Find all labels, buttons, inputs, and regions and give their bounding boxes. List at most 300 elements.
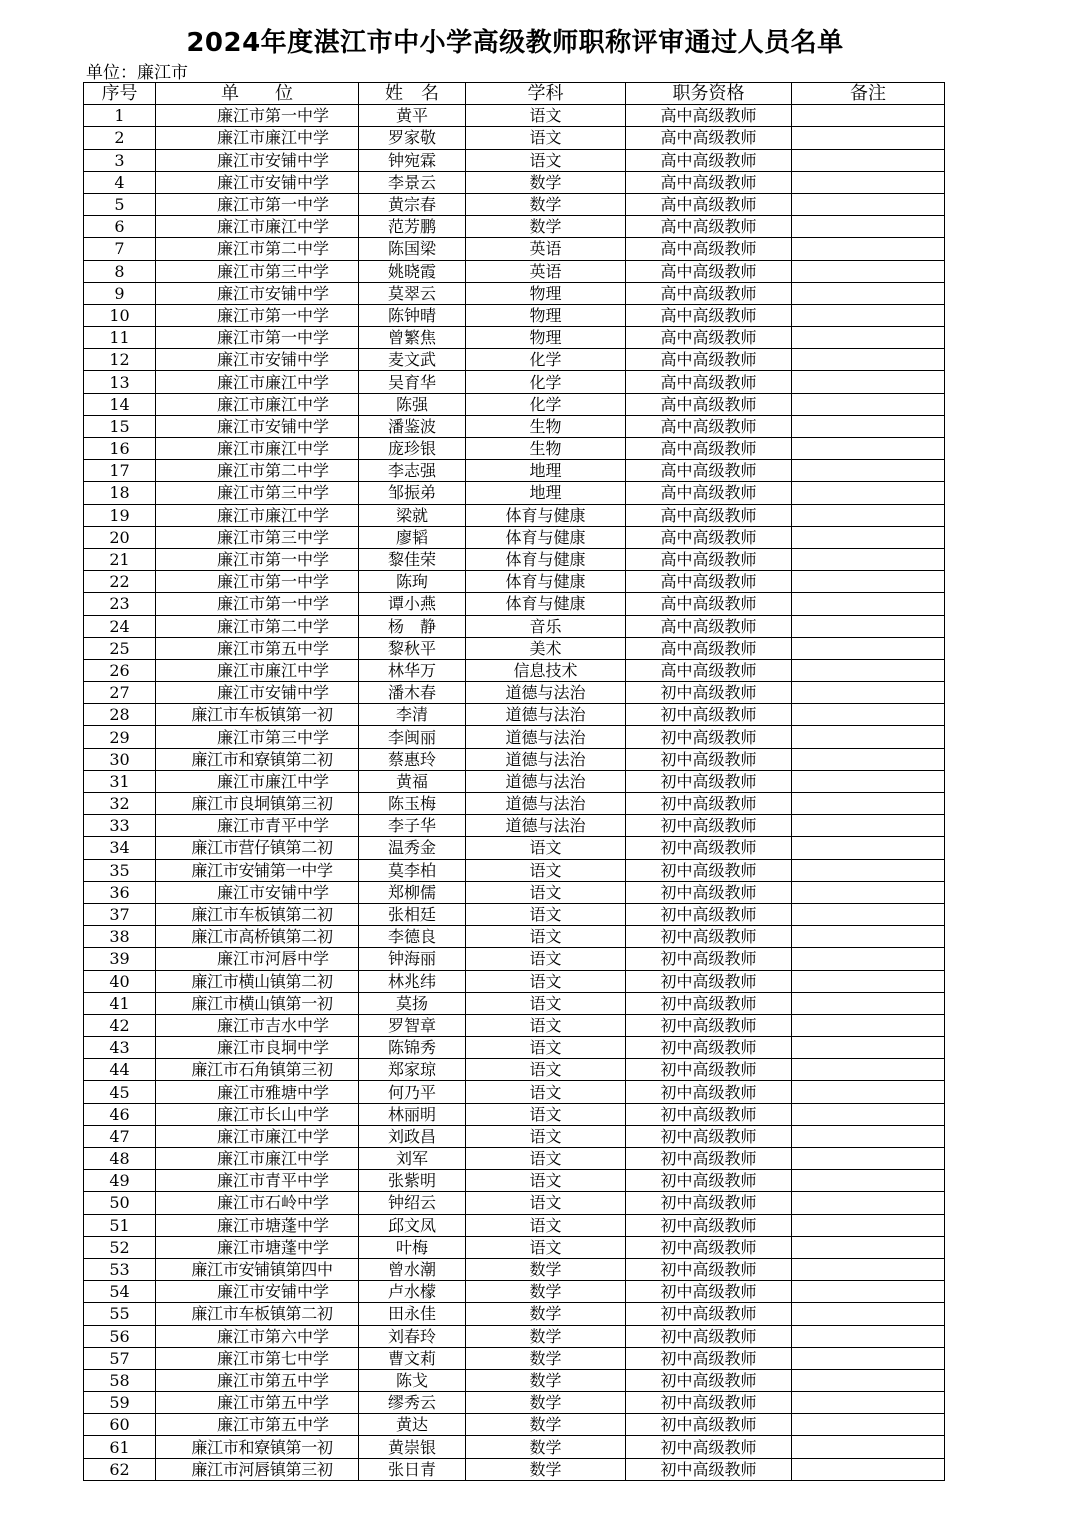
row-name: 张相廷	[359, 903, 466, 925]
row-unit	[156, 393, 359, 415]
row-index: 3	[84, 149, 156, 171]
table-row	[84, 593, 945, 615]
table-row	[84, 171, 945, 193]
row-qualification: 初中高级教师	[626, 815, 792, 837]
table-row	[84, 504, 945, 526]
row-subject: 英语	[466, 260, 626, 282]
row-index: 56	[84, 1325, 156, 1347]
row-unit-text: 廉江市良垌中学	[216, 1038, 329, 1058]
row-qualification: 初中高级教师	[626, 726, 792, 748]
row-unit	[156, 260, 359, 282]
row-name: 麦文武	[359, 349, 466, 371]
row-qualification: 初中高级教师	[626, 793, 792, 815]
row-qualification: 初中高级教师	[626, 1214, 792, 1236]
row-name: 张日青	[359, 1458, 466, 1480]
row-unit-text: 廉江市横山镇第一初	[191, 993, 333, 1013]
row-unit-text: 廉江市第三中学	[216, 727, 329, 747]
row-unit	[156, 615, 359, 637]
row-subject: 语文	[466, 859, 626, 881]
row-unit-text: 廉江市廉江中学	[216, 217, 329, 237]
row-name: 罗智章	[359, 1014, 466, 1036]
unit-value: 廉江市	[137, 63, 188, 83]
row-remark	[792, 903, 945, 925]
table-row	[84, 992, 945, 1014]
row-name: 李景云	[359, 171, 466, 193]
row-subject: 物理	[466, 304, 626, 326]
row-name: 李德良	[359, 926, 466, 948]
row-unit	[156, 304, 359, 326]
table-row	[84, 327, 945, 349]
row-unit	[156, 659, 359, 681]
row-remark	[792, 659, 945, 681]
row-remark	[792, 1436, 945, 1458]
row-remark	[792, 1081, 945, 1103]
row-name: 姚晓霞	[359, 260, 466, 282]
row-name: 莫扬	[359, 992, 466, 1014]
row-name: 曾繁焦	[359, 327, 466, 349]
row-remark	[792, 327, 945, 349]
row-subject: 语文	[466, 1125, 626, 1147]
row-remark	[792, 504, 945, 526]
table-row	[84, 193, 945, 215]
row-unit-text: 廉江市第一中学	[216, 550, 329, 570]
unit-label: 单位：	[86, 63, 137, 83]
row-name: 林丽明	[359, 1103, 466, 1125]
table-row	[84, 149, 945, 171]
row-qualification: 初中高级教师	[626, 1170, 792, 1192]
row-qualification: 初中高级教师	[626, 881, 792, 903]
row-subject: 道德与法治	[466, 815, 626, 837]
row-remark	[792, 859, 945, 881]
row-qualification: 初中高级教师	[626, 859, 792, 881]
row-unit	[156, 837, 359, 859]
table-row	[84, 1369, 945, 1391]
table-row	[84, 304, 945, 326]
header-subject: 学科	[466, 83, 626, 105]
row-qualification: 高中高级教师	[626, 282, 792, 304]
row-index: 21	[84, 548, 156, 570]
row-remark	[792, 282, 945, 304]
table-row	[84, 438, 945, 460]
row-remark	[792, 970, 945, 992]
row-index: 41	[84, 992, 156, 1014]
row-qualification: 初中高级教师	[626, 1347, 792, 1369]
row-unit-text: 廉江市廉江中学	[216, 439, 329, 459]
table-row	[84, 1059, 945, 1081]
row-subject: 语文	[466, 149, 626, 171]
row-index: 27	[84, 682, 156, 704]
row-remark	[792, 1258, 945, 1280]
table-row	[84, 1037, 945, 1059]
row-index: 32	[84, 793, 156, 815]
row-unit-text: 廉江市第一中学	[216, 106, 329, 126]
row-index: 17	[84, 460, 156, 482]
row-index: 11	[84, 327, 156, 349]
row-unit	[156, 482, 359, 504]
row-subject: 体育与健康	[466, 593, 626, 615]
row-name: 陈国梁	[359, 238, 466, 260]
row-unit	[156, 415, 359, 437]
row-index: 53	[84, 1258, 156, 1280]
table-row	[84, 393, 945, 415]
row-remark	[792, 1236, 945, 1258]
row-qualification: 初中高级教师	[626, 1281, 792, 1303]
row-remark	[792, 1214, 945, 1236]
row-index: 4	[84, 171, 156, 193]
row-qualification: 初中高级教师	[626, 1037, 792, 1059]
row-unit	[156, 1214, 359, 1236]
row-unit	[156, 948, 359, 970]
row-remark	[792, 1458, 945, 1480]
row-unit-text: 廉江市安铺中学	[216, 283, 329, 303]
page-title: 2024年度湛江市中小学高级教师职称评审通过人员名单	[186, 28, 844, 58]
row-name: 曹文莉	[359, 1347, 466, 1369]
row-subject: 语文	[466, 970, 626, 992]
row-unit	[156, 593, 359, 615]
row-unit	[156, 1414, 359, 1436]
row-qualification: 初中高级教师	[626, 1414, 792, 1436]
row-unit	[156, 1392, 359, 1414]
row-unit	[156, 1281, 359, 1303]
row-unit	[156, 327, 359, 349]
header-remark: 备注	[792, 83, 945, 105]
row-unit-text: 廉江市安铺中学	[216, 350, 329, 370]
table-row	[84, 704, 945, 726]
row-unit-text: 廉江市第一中学	[216, 594, 329, 614]
row-remark	[792, 837, 945, 859]
row-name: 钟宛霖	[359, 149, 466, 171]
row-qualification: 初中高级教师	[626, 1392, 792, 1414]
row-subject: 数学	[466, 171, 626, 193]
row-unit	[156, 682, 359, 704]
row-index: 57	[84, 1347, 156, 1369]
row-index: 48	[84, 1148, 156, 1170]
row-subject: 语文	[466, 105, 626, 127]
row-subject: 体育与健康	[466, 504, 626, 526]
row-unit-text: 廉江市安铺中学	[216, 882, 329, 902]
row-qualification: 高中高级教师	[626, 504, 792, 526]
row-unit	[156, 526, 359, 548]
row-remark	[792, 1392, 945, 1414]
row-subject: 音乐	[466, 615, 626, 637]
row-unit	[156, 1059, 359, 1081]
row-qualification: 高中高级教师	[626, 482, 792, 504]
row-remark	[792, 1148, 945, 1170]
row-subject: 语文	[466, 1214, 626, 1236]
row-index: 15	[84, 415, 156, 437]
row-qualification: 高中高级教师	[626, 260, 792, 282]
row-unit-text: 廉江市第一中学	[216, 572, 329, 592]
row-name: 陈珣	[359, 571, 466, 593]
row-qualification: 初中高级教师	[626, 704, 792, 726]
row-index: 61	[84, 1436, 156, 1458]
row-qualification: 高中高级教师	[626, 304, 792, 326]
row-remark	[792, 1037, 945, 1059]
row-subject: 物理	[466, 282, 626, 304]
row-remark	[792, 304, 945, 326]
row-unit-text: 廉江市安铺中学	[216, 150, 329, 170]
table-row	[84, 815, 945, 837]
row-index: 9	[84, 282, 156, 304]
row-subject: 数学	[466, 1369, 626, 1391]
row-index: 46	[84, 1103, 156, 1125]
row-index: 33	[84, 815, 156, 837]
row-name: 黄宗春	[359, 193, 466, 215]
row-name: 林兆纬	[359, 970, 466, 992]
row-index: 55	[84, 1303, 156, 1325]
row-unit-text: 廉江市第一中学	[216, 328, 329, 348]
row-subject: 化学	[466, 393, 626, 415]
row-qualification: 高中高级教师	[626, 548, 792, 570]
header-name: 姓 名	[359, 83, 466, 105]
table-row	[84, 837, 945, 859]
row-unit	[156, 1325, 359, 1347]
row-unit-text: 廉江市青平中学	[216, 816, 329, 836]
table-row	[84, 371, 945, 393]
row-name: 莫李柏	[359, 859, 466, 881]
row-unit-text: 廉江市廉江中学	[216, 128, 329, 148]
row-remark	[792, 615, 945, 637]
row-remark	[792, 415, 945, 437]
row-index: 52	[84, 1236, 156, 1258]
row-index: 8	[84, 260, 156, 282]
row-unit	[156, 903, 359, 925]
row-subject: 语文	[466, 127, 626, 149]
table-row	[84, 970, 945, 992]
row-name: 杨 静	[359, 615, 466, 637]
table-row	[84, 637, 945, 659]
table-header-row	[84, 83, 945, 105]
row-index: 20	[84, 526, 156, 548]
row-unit-text: 廉江市第三中学	[216, 527, 329, 547]
row-name: 钟海丽	[359, 948, 466, 970]
row-unit-text: 廉江市第三中学	[216, 483, 329, 503]
row-unit	[156, 349, 359, 371]
row-subject: 体育与健康	[466, 571, 626, 593]
row-unit	[156, 1103, 359, 1125]
row-unit	[156, 1369, 359, 1391]
table-row	[84, 1281, 945, 1303]
row-index: 36	[84, 881, 156, 903]
row-remark	[792, 1369, 945, 1391]
row-remark	[792, 815, 945, 837]
row-unit	[156, 859, 359, 881]
table-row	[84, 682, 945, 704]
row-qualification: 初中高级教师	[626, 1303, 792, 1325]
row-remark	[792, 726, 945, 748]
row-unit-text: 廉江市廉江中学	[216, 771, 329, 791]
row-qualification: 高中高级教师	[626, 327, 792, 349]
row-remark	[792, 1103, 945, 1125]
row-qualification: 高中高级教师	[626, 193, 792, 215]
row-remark	[792, 992, 945, 1014]
row-subject: 语文	[466, 1103, 626, 1125]
row-qualification: 高中高级教师	[626, 415, 792, 437]
table-row	[84, 770, 945, 792]
row-unit-text: 廉江市安铺第一中学	[191, 860, 333, 880]
table-row	[84, 571, 945, 593]
row-subject: 道德与法治	[466, 748, 626, 770]
row-unit-text: 廉江市石岭中学	[216, 1193, 329, 1213]
row-qualification: 高中高级教师	[626, 216, 792, 238]
row-qualification: 高中高级教师	[626, 371, 792, 393]
row-qualification: 初中高级教师	[626, 948, 792, 970]
row-unit-text: 廉江市廉江中学	[216, 372, 329, 392]
row-index: 19	[84, 504, 156, 526]
table-row	[84, 1236, 945, 1258]
row-remark	[792, 1125, 945, 1147]
row-unit	[156, 881, 359, 903]
row-index: 35	[84, 859, 156, 881]
row-qualification: 高中高级教师	[626, 149, 792, 171]
row-name: 卢水檬	[359, 1281, 466, 1303]
row-subject: 美术	[466, 637, 626, 659]
header-index: 序号	[84, 83, 156, 105]
row-subject: 道德与法治	[466, 793, 626, 815]
row-name: 刘军	[359, 1148, 466, 1170]
row-remark	[792, 1325, 945, 1347]
row-subject: 体育与健康	[466, 526, 626, 548]
row-unit-text: 廉江市车板镇第一初	[191, 705, 333, 725]
table-row	[84, 1347, 945, 1369]
row-unit-text: 廉江市第五中学	[216, 1415, 329, 1435]
row-name: 潘鉴波	[359, 415, 466, 437]
table-row	[84, 1258, 945, 1280]
row-unit-text: 廉江市和寮镇第二初	[191, 749, 333, 769]
table-row	[84, 415, 945, 437]
row-unit	[156, 149, 359, 171]
row-unit-text: 廉江市和寮镇第一初	[191, 1437, 333, 1457]
row-qualification: 初中高级教师	[626, 770, 792, 792]
row-qualification: 初中高级教师	[626, 748, 792, 770]
row-unit-text: 廉江市河唇镇第三初	[191, 1459, 333, 1479]
row-subject: 语文	[466, 1148, 626, 1170]
row-remark	[792, 793, 945, 815]
row-qualification: 初中高级教师	[626, 1325, 792, 1347]
row-remark	[792, 393, 945, 415]
row-unit-text: 廉江市廉江中学	[216, 660, 329, 680]
row-subject: 地理	[466, 460, 626, 482]
row-subject: 数学	[466, 1303, 626, 1325]
row-unit	[156, 1081, 359, 1103]
row-index: 39	[84, 948, 156, 970]
row-unit	[156, 371, 359, 393]
row-unit-text: 廉江市第一中学	[216, 195, 329, 215]
row-unit	[156, 970, 359, 992]
row-unit-text: 廉江市第一中学	[216, 305, 329, 325]
row-remark	[792, 238, 945, 260]
row-subject: 生物	[466, 415, 626, 437]
row-unit-text: 廉江市横山镇第二初	[191, 971, 333, 991]
row-name: 刘春玲	[359, 1325, 466, 1347]
row-name: 邹振弟	[359, 482, 466, 504]
row-index: 42	[84, 1014, 156, 1036]
row-remark	[792, 948, 945, 970]
row-unit-text: 廉江市高桥镇第二初	[191, 927, 333, 947]
row-unit	[156, 238, 359, 260]
row-index: 58	[84, 1369, 156, 1391]
row-index: 12	[84, 349, 156, 371]
table-row	[84, 260, 945, 282]
row-remark	[792, 637, 945, 659]
row-name: 范芳鹏	[359, 216, 466, 238]
row-subject: 化学	[466, 349, 626, 371]
row-qualification: 高中高级教师	[626, 349, 792, 371]
row-index: 28	[84, 704, 156, 726]
row-name: 黄崇银	[359, 1436, 466, 1458]
row-qualification: 高中高级教师	[626, 615, 792, 637]
row-index: 13	[84, 371, 156, 393]
row-qualification: 高中高级教师	[626, 238, 792, 260]
row-subject: 数学	[466, 1325, 626, 1347]
row-remark	[792, 149, 945, 171]
row-index: 10	[84, 304, 156, 326]
row-remark	[792, 260, 945, 282]
row-name: 何乃平	[359, 1081, 466, 1103]
row-unit	[156, 992, 359, 1014]
row-remark	[792, 1281, 945, 1303]
table-row	[84, 1436, 945, 1458]
row-name: 张紫明	[359, 1170, 466, 1192]
table-row	[84, 1303, 945, 1325]
row-unit	[156, 1125, 359, 1147]
row-subject: 数学	[466, 1258, 626, 1280]
row-subject: 道德与法治	[466, 726, 626, 748]
row-name: 曾水潮	[359, 1258, 466, 1280]
row-qualification: 初中高级教师	[626, 1125, 792, 1147]
row-qualification: 高中高级教师	[626, 571, 792, 593]
row-index: 62	[84, 1458, 156, 1480]
row-subject: 语文	[466, 903, 626, 925]
row-qualification: 初中高级教师	[626, 1059, 792, 1081]
row-unit	[156, 704, 359, 726]
row-subject: 语文	[466, 948, 626, 970]
row-subject: 生物	[466, 438, 626, 460]
row-subject: 语文	[466, 926, 626, 948]
row-name: 郑家琼	[359, 1059, 466, 1081]
table-row	[84, 726, 945, 748]
table-row	[84, 282, 945, 304]
row-unit	[156, 1037, 359, 1059]
row-name: 缪秀云	[359, 1392, 466, 1414]
row-subject: 信息技术	[466, 659, 626, 681]
row-subject: 语文	[466, 1170, 626, 1192]
row-unit-text: 廉江市安铺中学	[216, 416, 329, 436]
row-subject: 数学	[466, 1458, 626, 1480]
table-row	[84, 1170, 945, 1192]
row-remark	[792, 1414, 945, 1436]
row-name: 谭小燕	[359, 593, 466, 615]
row-unit-text: 廉江市车板镇第二初	[191, 905, 333, 925]
row-remark	[792, 1192, 945, 1214]
row-unit-text: 廉江市吉水中学	[216, 1015, 329, 1035]
row-qualification: 初中高级教师	[626, 1236, 792, 1258]
row-unit	[156, 793, 359, 815]
row-unit	[156, 171, 359, 193]
row-name: 陈戈	[359, 1369, 466, 1391]
row-subject: 数学	[466, 1392, 626, 1414]
row-unit	[156, 1236, 359, 1258]
table-row	[84, 793, 945, 815]
row-subject: 体育与健康	[466, 548, 626, 570]
row-name: 陈强	[359, 393, 466, 415]
row-unit	[156, 438, 359, 460]
row-name: 庞珍银	[359, 438, 466, 460]
row-remark	[792, 1303, 945, 1325]
row-unit-text: 廉江市良垌镇第三初	[191, 794, 333, 814]
row-unit	[156, 815, 359, 837]
row-unit-text: 廉江市第五中学	[216, 1370, 329, 1390]
